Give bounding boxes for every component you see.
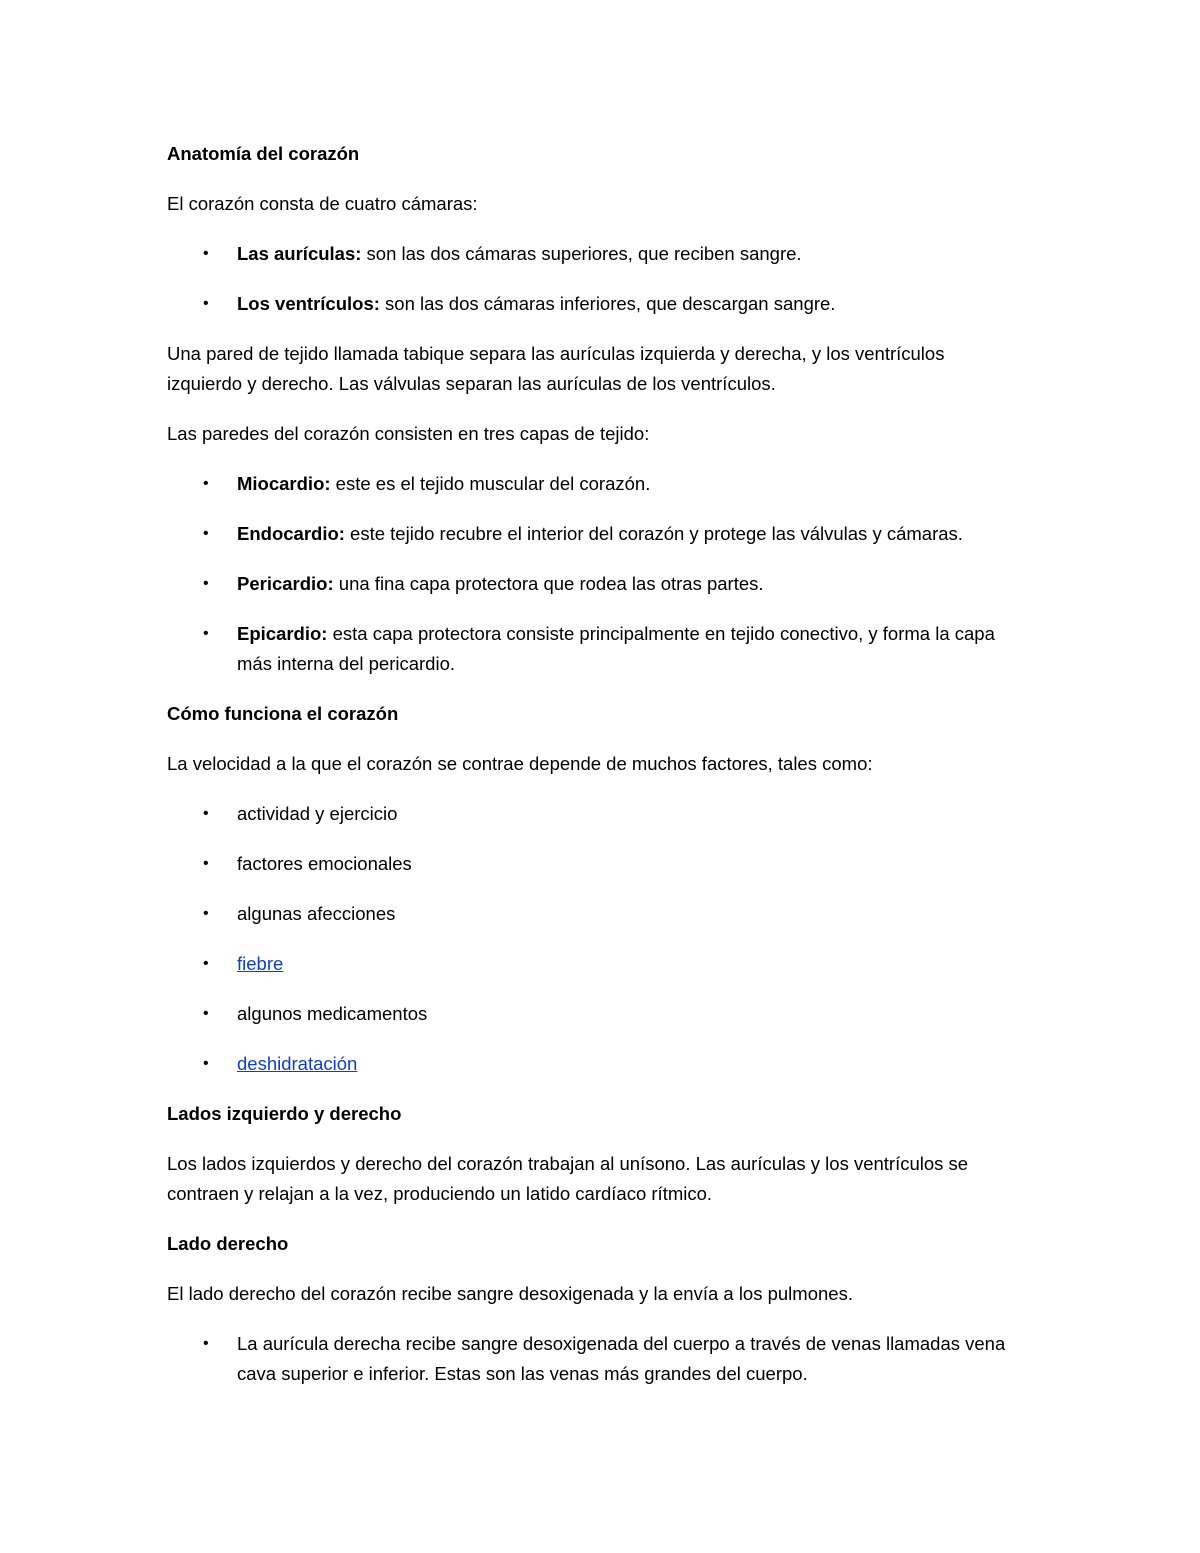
list-item	[167, 799, 1017, 829]
factor-label: algunos medicamentos	[237, 1003, 428, 1024]
fiebre-link[interactable]: fiebre	[237, 953, 284, 974]
bullet-icon: •	[203, 955, 209, 972]
definition: son las dos cámaras superiores, que reciben sangre.	[361, 243, 802, 264]
paragraph-lado-derecho: El lado derecho del corazón recibe sangre desoxigenada y la envía a los pulmones.	[167, 1283, 853, 1304]
bullet-icon: •	[203, 245, 209, 262]
definition: esta capa protectora consiste principalmente en tejido conectivo, y forma la capa más interna del pericardio.	[237, 623, 995, 674]
bullet-icon: •	[203, 625, 209, 642]
bullet-icon: •	[203, 1335, 209, 1352]
section-heading-anatomia: Anatomía del corazón	[167, 143, 360, 164]
bullet-icon: •	[203, 855, 209, 872]
deshidratacion-link[interactable]: deshidratación	[237, 1053, 358, 1074]
factor-label: factores emocionales	[237, 853, 412, 874]
definition: son las dos cámaras inferiores, que descargan sangre.	[379, 293, 836, 314]
list-item	[167, 999, 1017, 1029]
list-item	[167, 519, 1017, 549]
paragraph-layers-intro: Las paredes del corazón consisten en tres capas de tejido:	[167, 423, 650, 444]
section-heading-lados: Lados izquierdo y derecho	[167, 1103, 402, 1124]
list-item	[167, 899, 1017, 929]
bullet-icon: •	[203, 475, 209, 492]
list-item	[167, 1049, 1017, 1079]
section-heading-como-funciona: Cómo funciona el corazón	[167, 703, 399, 724]
factor-label: actividad y ejercicio	[237, 803, 398, 824]
bullet-icon: •	[203, 805, 209, 822]
list-item	[167, 619, 1017, 679]
list-item	[167, 469, 1017, 499]
term: Endocardio:	[237, 523, 345, 544]
bullet-icon: •	[203, 905, 209, 922]
term: Los ventrículos:	[237, 293, 380, 314]
bullet-icon: •	[203, 575, 209, 592]
term: Las aurículas:	[237, 243, 362, 264]
paragraph-chambers-intro: El corazón consta de cuatro cámaras:	[167, 193, 478, 214]
list-item	[167, 949, 1017, 979]
paragraph-factors-intro: La velocidad a la que el corazón se contrae depende de muchos factores, tales como:	[167, 753, 873, 774]
document-page	[167, 139, 1017, 1409]
chambers-list	[167, 239, 1017, 319]
factor-label: algunas afecciones	[237, 903, 396, 924]
layers-list	[167, 469, 1017, 679]
term: Miocardio:	[237, 473, 331, 494]
definition: este tejido recubre el interior del corazón y protege las válvulas y cámaras.	[344, 523, 963, 544]
list-item	[167, 289, 1017, 319]
right-side-list	[167, 1329, 1017, 1389]
list-item	[167, 239, 1017, 269]
definition: una fina capa protectora que rodea las otras partes.	[333, 573, 764, 594]
bullet-icon: •	[203, 1055, 209, 1072]
paragraph-septum: Una pared de tejido llamada tabique separa las aurículas izquierda y derecha, y los ventrículos izquierdo y derecho. Las válvulas separan las aurículas de los ventrículos.	[167, 343, 945, 394]
bullet-icon: •	[203, 525, 209, 542]
list-item	[167, 849, 1017, 879]
term: Pericardio:	[237, 573, 334, 594]
list-item	[167, 569, 1017, 599]
item-text: La aurícula derecha recibe sangre desoxigenada del cuerpo a través de venas llamadas vena cava superior e inferior. Estas son las venas más grandes del cuerpo.	[237, 1333, 1006, 1384]
factors-list	[167, 799, 1017, 1079]
section-heading-lado-derecho: Lado derecho	[167, 1233, 289, 1254]
bullet-icon: •	[203, 295, 209, 312]
list-item	[167, 1329, 1017, 1389]
bullet-icon: •	[203, 1005, 209, 1022]
term: Epicardio:	[237, 623, 328, 644]
paragraph-lados: Los lados izquierdos y derecho del corazón trabajan al unísono. Las aurículas y los ventrículos se contraen y relajan a la vez, produciendo un latido cardíaco rítmico.	[167, 1153, 969, 1204]
definition: este es el tejido muscular del corazón.	[330, 473, 651, 494]
